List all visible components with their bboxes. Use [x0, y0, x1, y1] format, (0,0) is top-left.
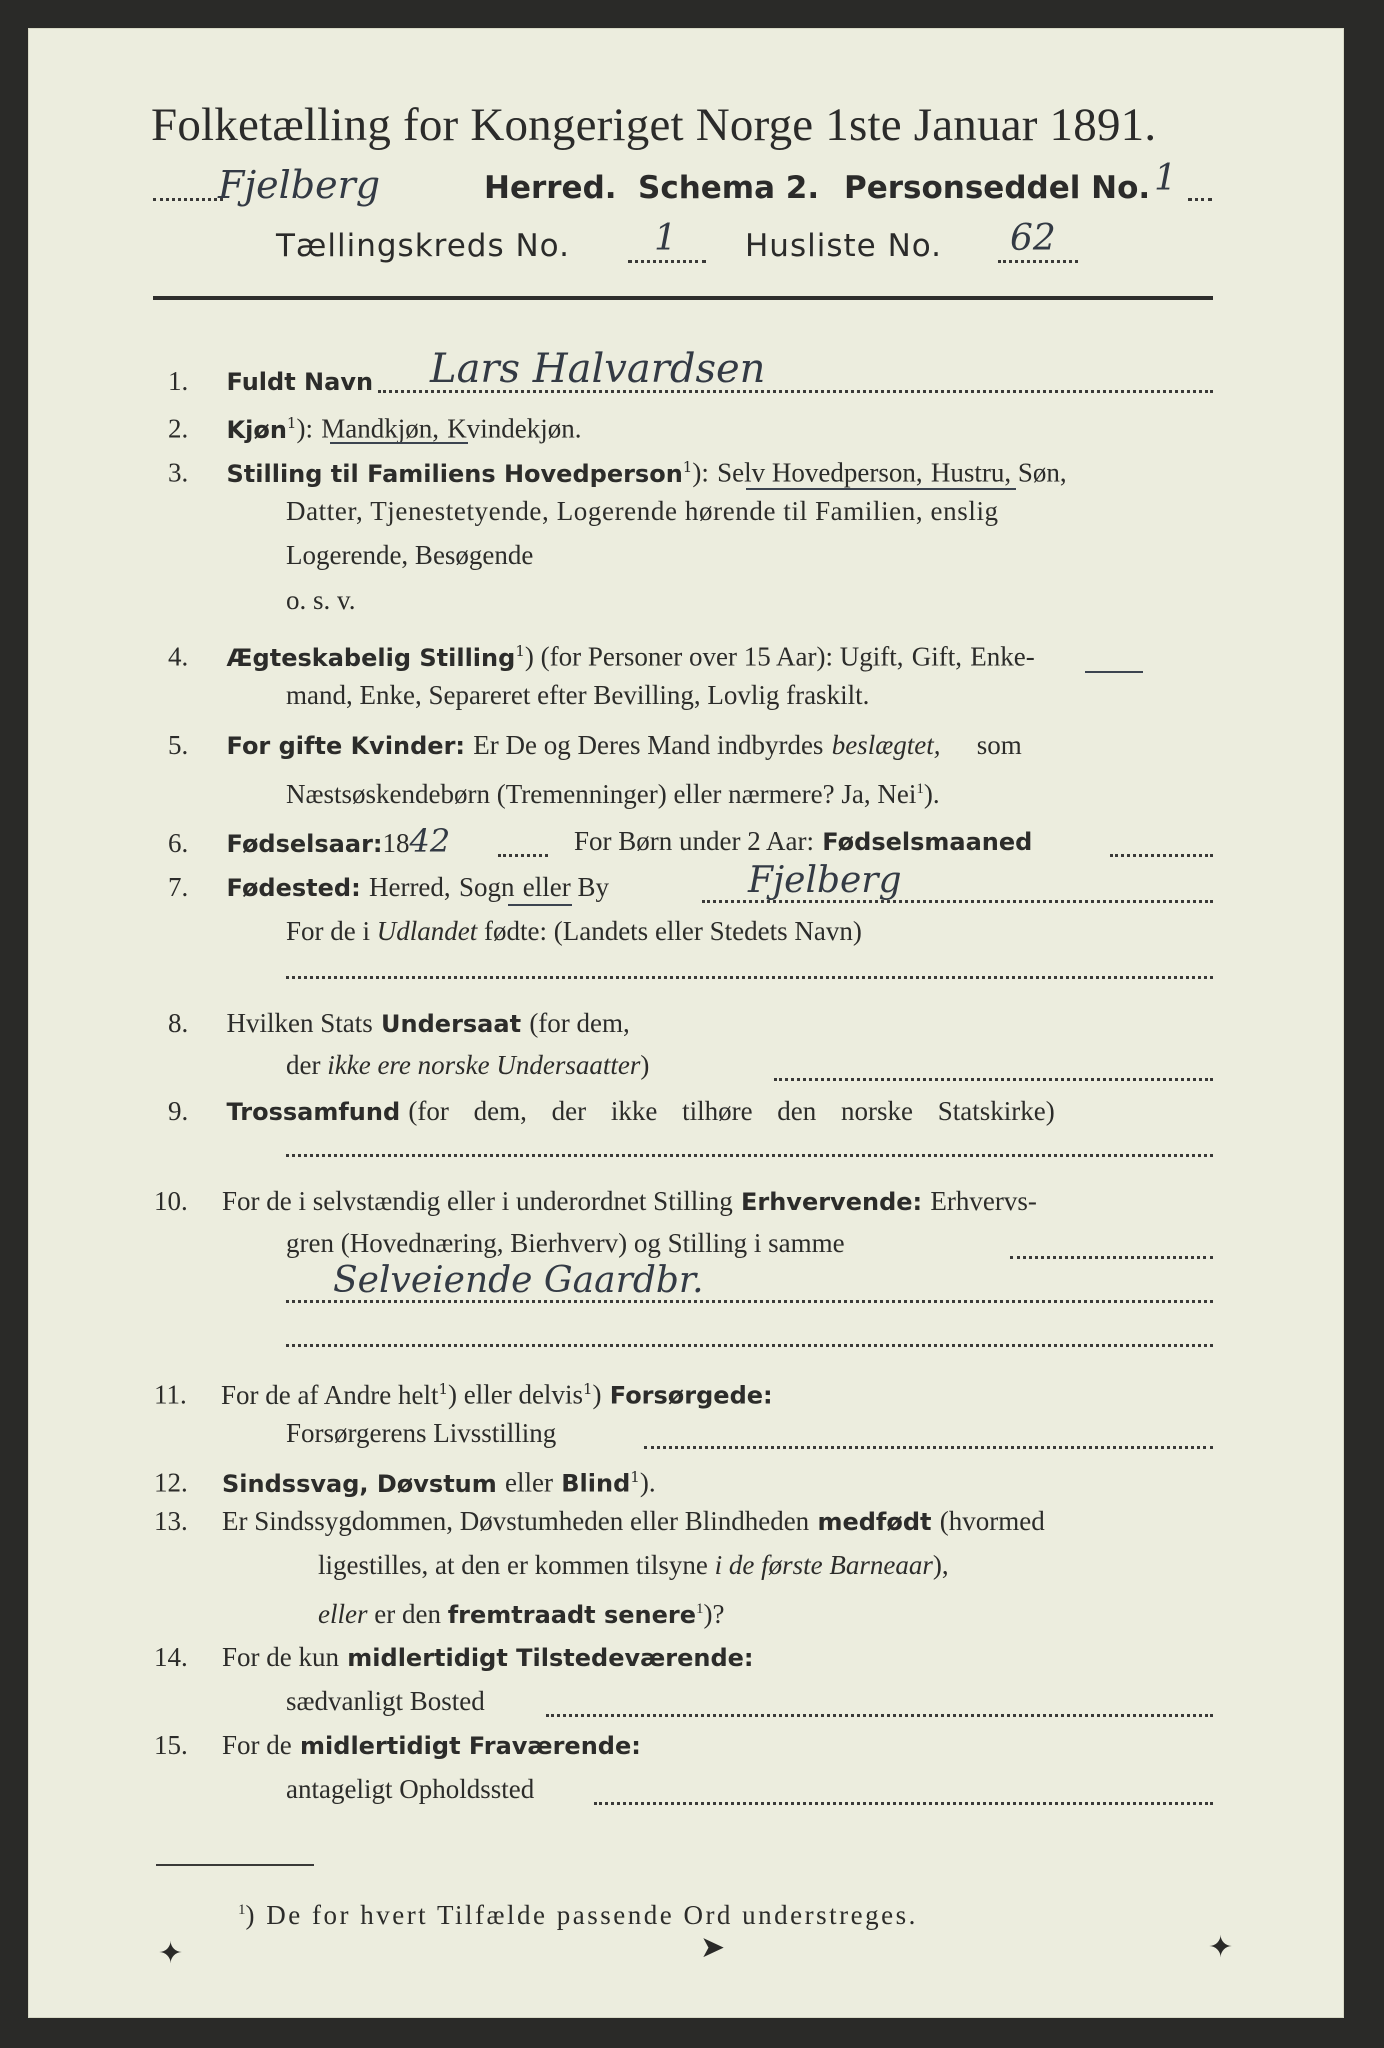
item-5-number: 5. — [168, 730, 189, 760]
dotted-line — [628, 260, 706, 263]
text: For de — [222, 1730, 292, 1760]
herred-label: Herred. — [484, 170, 617, 206]
item-10-number: 10. — [154, 1186, 188, 1216]
text: Herred, — [368, 872, 451, 902]
option-gift: Gift, — [911, 641, 963, 672]
dotted-line — [286, 976, 1213, 979]
binding-mark-icon: ✦ — [158, 1936, 184, 1971]
text: For de af Andre helt — [221, 1379, 439, 1410]
item-11-number: 11. — [154, 1379, 187, 1410]
item-4-number: 4. — [168, 641, 189, 672]
text: i de første Barneaar — [714, 1550, 933, 1580]
text: ) (for Personer over 15 Aar): Ugift, — [524, 641, 904, 672]
text: ). — [639, 1467, 656, 1498]
birth-year-value: 42 — [409, 822, 451, 860]
dotted-line — [594, 1802, 1213, 1805]
item-12-number: 12. — [154, 1467, 188, 1498]
item-4 — [168, 634, 1035, 675]
husliste-label: Husliste No. — [745, 228, 943, 264]
item-13-line2 — [318, 1548, 949, 1582]
item-1-label: Fuldt Navn — [226, 368, 374, 396]
item-6-number: 6. — [168, 828, 189, 858]
dotted-line — [998, 260, 1078, 263]
sup: 1 — [682, 458, 693, 476]
item-15-number: 15. — [154, 1730, 188, 1760]
herred-value: Fjelberg — [218, 163, 381, 207]
option-selv-hovedperson: Selv Hovedperson, — [717, 457, 923, 488]
dotted-line — [286, 1344, 1213, 1347]
sup: 1 — [238, 1902, 246, 1918]
item-15 — [154, 1728, 641, 1763]
text: Hvilken Stats — [226, 1008, 373, 1038]
item-10-line2: gren (Hovednæring, Bierhverv) og Stilling i samme — [286, 1228, 845, 1258]
option-kvindekjon: Kvindekjøn. — [447, 413, 582, 444]
underline-mark — [508, 904, 572, 906]
text: (for dem, — [529, 1008, 630, 1038]
footnote — [238, 1900, 918, 1931]
item-4-label: Ægteskabelig Stilling — [226, 643, 516, 672]
item-3-line3: Logerende, Besøgende — [286, 540, 534, 570]
dotted-line — [1010, 1256, 1213, 1259]
taellingskreds-label: Tællingskreds No. — [276, 228, 570, 264]
text: ) — [592, 1379, 602, 1410]
dotted-line — [286, 1154, 1213, 1157]
text: er den — [374, 1599, 441, 1629]
item-1 — [168, 364, 373, 399]
item-15-label: midlertidigt Fraværende: — [300, 1732, 641, 1760]
text: Enke- — [970, 641, 1035, 672]
binding-mark-icon: ➤ — [700, 1930, 726, 1965]
option-mandkjon: Mandkjøn, — [321, 413, 439, 444]
item-5-line2 — [286, 772, 940, 811]
dotted-line — [644, 1446, 1213, 1449]
taellingskreds-value: 1 — [654, 218, 677, 259]
text: )? — [703, 1599, 725, 1629]
sup: 1 — [582, 1380, 593, 1398]
form-title: Folketælling for Kongeriget Norge 1ste Januar 1891. — [151, 99, 1157, 151]
item-3-line2: Datter, Tjenestetyende, Logerende hørende til Familien, enslig — [286, 496, 999, 526]
personseddel-label: Personseddel No. — [844, 170, 1151, 206]
item-8-label: Undersaat — [381, 1010, 522, 1038]
text: For Børn under 2 Aar: — [574, 826, 814, 856]
text: ) — [640, 1050, 650, 1080]
item-14-label: midlertidigt Tilstedeværende: — [347, 1644, 754, 1672]
text: ): — [296, 413, 313, 444]
item-8 — [168, 1006, 630, 1041]
dotted-line — [1188, 198, 1212, 201]
item-13-label: medfødt — [817, 1508, 932, 1536]
item-14-number: 14. — [154, 1642, 188, 1672]
text: ikke ere norske Undersaatter — [327, 1050, 641, 1080]
item-13-label2: fremtraadt senere — [447, 1601, 697, 1629]
item-13 — [154, 1504, 1045, 1539]
dotted-line — [498, 854, 548, 857]
text: ligestilles, at den er kommen tilsyne — [318, 1550, 708, 1580]
dotted-line — [774, 1078, 1213, 1081]
item-7 — [168, 870, 609, 905]
item-5 — [168, 728, 1022, 763]
item-3-label: Stilling til Familiens Hovedperson — [226, 459, 683, 488]
census-form-page — [28, 28, 1344, 2018]
item-8-number: 8. — [168, 1008, 189, 1038]
item-2 — [168, 406, 582, 447]
sup: 1 — [438, 1380, 448, 1398]
item-5-label: For gifte Kvinder: — [226, 732, 466, 760]
text: Udlandet — [376, 916, 478, 946]
sup: 1 — [630, 1468, 640, 1486]
item-14 — [154, 1640, 754, 1675]
binding-mark-icon: ✦ — [1208, 1930, 1234, 1965]
option-sogn: Sogn — [458, 872, 515, 902]
occupation-value: Selveiende Gaardbr. — [333, 1260, 704, 1301]
item-8-line2 — [286, 1048, 649, 1082]
item-9-label: Trossamfund — [226, 1098, 401, 1126]
dotted-line — [1110, 854, 1213, 857]
year-prefix: 18 — [382, 828, 410, 858]
sup: 1 — [286, 414, 297, 432]
sup: 1 — [515, 642, 525, 660]
text: ), — [932, 1550, 949, 1580]
footnote-text: ) De for hvert Tilfælde passende Ord understreges. — [245, 1900, 918, 1930]
item-9 — [168, 1094, 1055, 1129]
item-4-line2: mand, Enke, Separeret efter Bevilling, Lovlig fraskilt. — [286, 680, 870, 710]
item-7-label: Fødested: — [226, 874, 361, 902]
item-3-number: 3. — [168, 457, 189, 488]
item-12-label: Sindssvag, Døvstum — [222, 1469, 497, 1498]
item-13-line3 — [318, 1592, 725, 1632]
text: ): — [692, 457, 709, 488]
item-13-number: 13. — [154, 1506, 188, 1536]
sup: 1 — [696, 1601, 704, 1617]
schema-label: Schema 2. — [638, 170, 820, 206]
text: eller — [318, 1599, 368, 1629]
item-3 — [168, 450, 1067, 491]
item-6-label2: Fødselsmaaned — [822, 828, 1033, 856]
text: Hustru, Søn, — [930, 457, 1067, 488]
item-12-label2: Blind — [561, 1469, 631, 1498]
item-9-number: 9. — [168, 1096, 189, 1126]
text: beslægtet, — [831, 730, 941, 760]
husliste-value: 62 — [1010, 218, 1056, 259]
text: (hvormed — [939, 1506, 1045, 1536]
personseddel-value: 1 — [1154, 158, 1177, 199]
item-14-line2: sædvanligt Bosted — [286, 1686, 485, 1716]
item-6-label: Fødselsaar: — [226, 830, 383, 858]
item-1-number: 1. — [168, 366, 189, 396]
underline-mark — [1085, 671, 1143, 673]
text: Erhvervs- — [930, 1186, 1037, 1216]
item-12 — [154, 1460, 656, 1501]
dotted-line — [546, 1714, 1213, 1717]
item-7-line2 — [286, 914, 862, 948]
item-6-part2 — [574, 824, 1032, 859]
header-rule — [153, 296, 1213, 300]
text: Er Sindssygdommen, Døvstumheden eller Blindheden — [222, 1506, 810, 1536]
text: eller — [505, 1467, 553, 1498]
item-6 — [168, 824, 450, 861]
item-2-number: 2. — [168, 413, 189, 444]
text: som — [976, 730, 1022, 760]
item-2-label: Kjøn — [226, 415, 287, 444]
dotted-line — [378, 390, 1213, 393]
dotted-line — [286, 1300, 1213, 1303]
text: eller By — [522, 872, 609, 902]
item-10-label: Erhvervende: — [740, 1188, 923, 1216]
text: For de kun — [222, 1642, 340, 1672]
item-10 — [154, 1184, 1037, 1219]
text: Er De og Deres Mand indbyrdes — [473, 730, 824, 760]
text: der — [286, 1050, 321, 1080]
dotted-line — [153, 198, 223, 201]
full-name-value: Lars Halvardsen — [430, 346, 766, 392]
item-7-number: 7. — [168, 872, 189, 902]
item-3-line4: o. s. v. — [286, 585, 356, 615]
item-11 — [154, 1372, 773, 1413]
underline-mark — [746, 488, 1016, 490]
item-11-label: Forsørgede: — [609, 1381, 773, 1410]
text: ) eller delvis — [448, 1379, 583, 1410]
text: (for dem, der ikke tilhøre den norske Statskirke) — [408, 1096, 1055, 1126]
text: For de i selvstændig eller i underordnet Stilling — [222, 1186, 733, 1216]
dotted-line — [702, 900, 1213, 903]
item-11-line2: Forsørgerens Livsstilling — [286, 1418, 557, 1448]
text: ). — [923, 779, 940, 809]
text: fødte: (Landets eller Stedets Navn) — [484, 916, 862, 946]
underline-mark — [330, 442, 468, 444]
birthplace-value: Fjelberg — [748, 860, 902, 901]
footnote-rule — [156, 1864, 314, 1866]
item-15-line2: antageligt Opholdssted — [286, 1774, 535, 1804]
sup: 1 — [916, 781, 924, 797]
text: For de i — [286, 916, 370, 946]
text: Næstsøskendebørn (Tremenninger) eller nærmere? Ja, Nei — [286, 779, 917, 809]
